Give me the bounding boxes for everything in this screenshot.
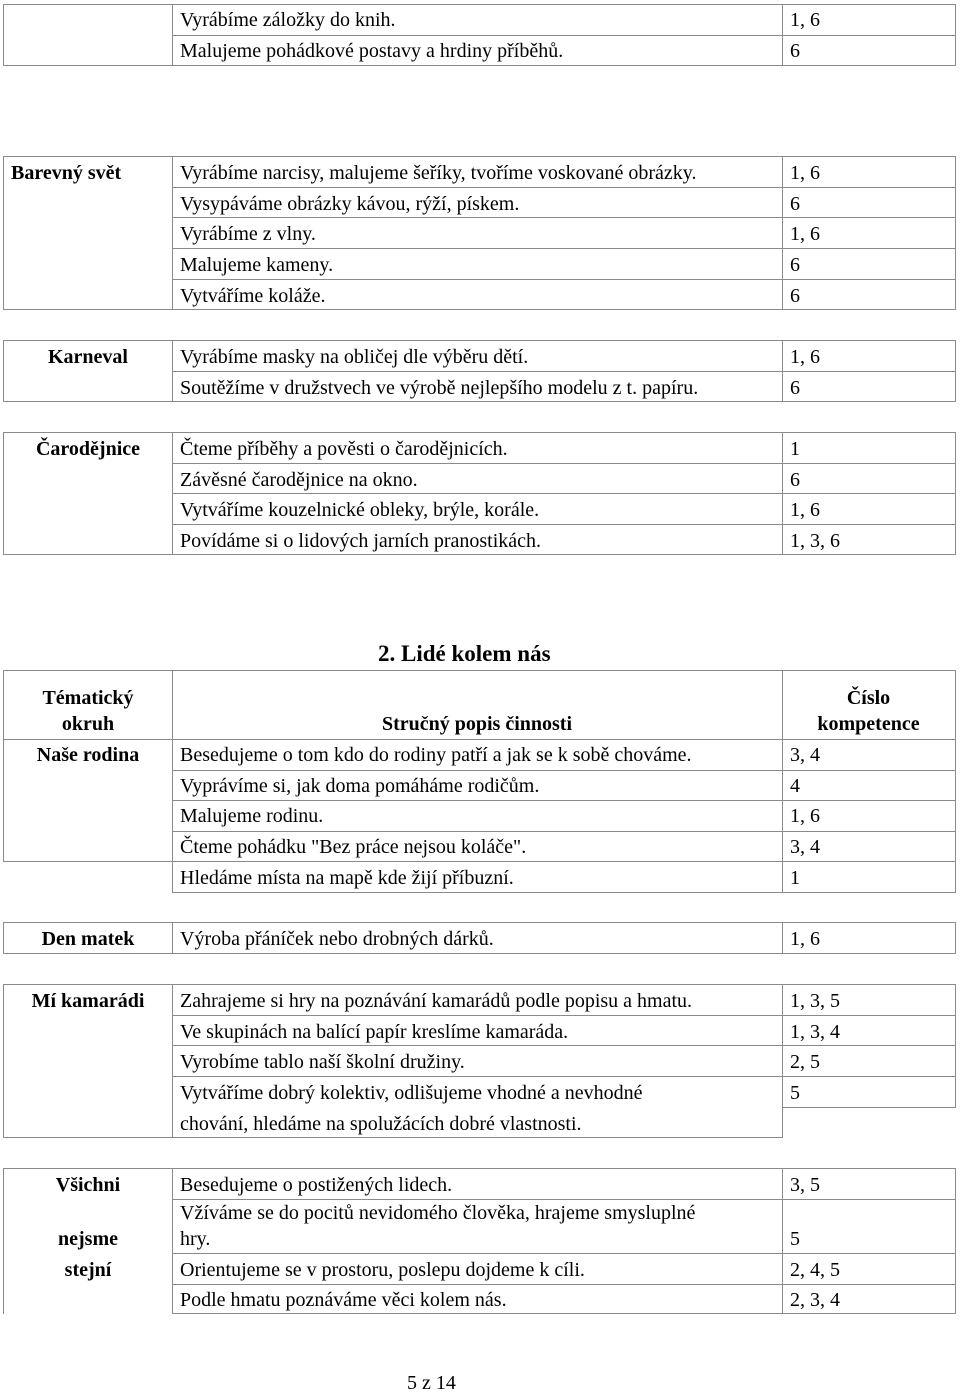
- column-header-topic: Tématický: [42, 687, 134, 709]
- competence-text: 4: [790, 775, 800, 797]
- table-border: [3, 861, 955, 862]
- table-border: [172, 187, 955, 188]
- topic-label: nejsme: [58, 1228, 118, 1250]
- table-border: [782, 739, 783, 893]
- activity-text: Zahrajeme si hry na poznávání kamarádů podle popisu a hmatu.: [180, 990, 693, 1012]
- table-border: [955, 4, 956, 66]
- table-border: [955, 156, 956, 310]
- competence-text: 6: [790, 285, 800, 307]
- activity-text: Malujeme kameny.: [180, 254, 334, 276]
- activity-text: Závěsné čarodějnice na okno.: [180, 469, 418, 491]
- table-border: [3, 922, 955, 923]
- table-border: [3, 432, 955, 433]
- topic-label: Naše rodina: [36, 744, 140, 766]
- competence-text: 6: [790, 469, 800, 491]
- table-border: [172, 1253, 955, 1254]
- competence-text: 3, 4: [790, 836, 820, 858]
- table-border: [172, 493, 955, 494]
- competence-text: 3, 4: [790, 744, 820, 766]
- topic-label: Čarodějnice: [35, 438, 141, 460]
- column-header-competence: Číslo: [846, 687, 891, 709]
- table-border: [3, 401, 955, 402]
- table-border: [955, 1168, 956, 1314]
- table-border: [172, 1199, 955, 1200]
- table-border: [782, 4, 783, 66]
- table-border: [172, 156, 173, 310]
- activity-text: Čteme příběhy a pověsti o čarodějnicích.: [180, 438, 508, 460]
- table-border: [955, 670, 956, 740]
- competence-text: 1: [790, 438, 800, 460]
- table-border: [172, 217, 955, 218]
- table-border: [3, 953, 955, 954]
- table-border: [3, 739, 955, 740]
- table-border: [172, 463, 955, 464]
- section-heading: 2. Lidé kolem nás: [378, 641, 551, 666]
- table-border: [3, 984, 955, 985]
- activity-text: Malujeme rodinu.: [180, 805, 324, 827]
- table-border: [955, 432, 956, 555]
- competence-text: 1, 6: [790, 928, 820, 950]
- table-border: [782, 156, 783, 310]
- activity-text: Vyrobíme tablo naší školní družiny.: [180, 1051, 465, 1073]
- topic-label: Všichni: [55, 1174, 121, 1196]
- activity-text: Hledáme místa na mapě kde žijí příbuzní.: [180, 867, 514, 889]
- table-border: [782, 1168, 783, 1314]
- table-border: [3, 156, 955, 157]
- table-border: [172, 248, 955, 249]
- activity-text: chování, hledáme na spolužácích dobré vlastnosti.: [180, 1113, 582, 1135]
- table-border: [782, 432, 783, 555]
- competence-text: 1, 3, 5: [790, 990, 840, 1012]
- activity-text: Vyrábíme narcisy, malujeme šeříky, tvoříme voskované obrázky.: [180, 162, 697, 184]
- competence-text: 1, 6: [790, 805, 820, 827]
- topic-label: Den matek: [41, 928, 135, 950]
- competence-text: 1, 6: [790, 9, 820, 31]
- competence-text: 2, 5: [790, 1051, 820, 1073]
- activity-text: Vytváříme kouzelnické obleky, brýle, korále.: [180, 499, 540, 521]
- table-border: [172, 524, 955, 525]
- activity-text: Čteme pohádku "Bez práce nejsou koláče".: [180, 836, 527, 858]
- table-border: [172, 1045, 955, 1046]
- table-border: [3, 340, 955, 341]
- competence-text: 3, 5: [790, 1174, 820, 1196]
- activity-text: Povídáme si o lidových jarních pranostikách.: [180, 530, 542, 552]
- competence-text: 1, 6: [790, 162, 820, 184]
- table-border: [172, 800, 955, 801]
- table-border: [782, 922, 783, 954]
- table-border: [3, 670, 955, 671]
- activity-text: hry.: [180, 1228, 211, 1250]
- page-number: 5 z 14: [407, 1372, 456, 1394]
- activity-text: Vyrábíme masky na obličej dle výběru dětí.: [180, 346, 529, 368]
- table-border: [172, 831, 955, 832]
- activity-text: Malujeme pohádkové postavy a hrdiny příběhů.: [180, 40, 564, 62]
- competence-text: 1, 3, 6: [790, 530, 840, 552]
- topic-label: Barevný svět: [11, 162, 122, 184]
- table-border: [172, 1284, 955, 1285]
- competence-text: 1, 6: [790, 223, 820, 245]
- table-border: [172, 35, 955, 36]
- activity-text: Vysypáváme obrázky kávou, rýží, pískem.: [180, 193, 520, 215]
- activity-text: Besedujeme o tom kdo do rodiny patří a jak se k sobě chováme.: [180, 744, 692, 766]
- activity-text: Vžíváme se do pocitů nevidomého člověka, hrajeme smysluplné: [180, 1202, 696, 1224]
- table-border: [3, 4, 955, 5]
- table-border: [3, 4, 4, 66]
- table-border: [3, 309, 955, 310]
- activity-text: Soutěžíme v družstvech ve výrobě nejlepšího modelu z t. papíru.: [180, 377, 699, 399]
- competence-text: 5: [790, 1228, 800, 1250]
- competence-text: 6: [790, 193, 800, 215]
- activity-text: Ve skupinách na balící papír kreslíme kamaráda.: [180, 1021, 569, 1043]
- table-border: [3, 156, 4, 310]
- table-border: [172, 4, 173, 66]
- table-border: [172, 371, 955, 372]
- competence-text: 6: [790, 40, 800, 62]
- column-header-competence: kompetence: [817, 713, 920, 735]
- table-border: [172, 1313, 955, 1314]
- activity-text: Besedujeme o postižených lidech.: [180, 1174, 453, 1196]
- activity-text: Vyrábíme z vlny.: [180, 223, 316, 245]
- competence-text: 2, 4, 5: [790, 1259, 840, 1281]
- topic-label: Karneval: [48, 346, 128, 368]
- table-border: [172, 1015, 955, 1016]
- table-border: [955, 340, 956, 402]
- table-border: [955, 739, 956, 893]
- competence-text: 1, 6: [790, 346, 820, 368]
- table-border: [955, 984, 956, 1108]
- activity-text: Výroba přáníček nebo drobných dárků.: [180, 928, 494, 950]
- competence-text: 1, 6: [790, 499, 820, 521]
- table-border: [3, 65, 955, 66]
- topic-label: Mí kamarádi: [31, 990, 145, 1012]
- table-border: [782, 1107, 955, 1108]
- activity-text: Vyprávíme si, jak doma pomáháme rodičům.: [180, 775, 540, 797]
- activity-text: Podle hmatu poznáváme věci kolem nás.: [180, 1289, 507, 1311]
- table-border: [3, 1137, 783, 1138]
- activity-text: Vytváříme dobrý kolektiv, odlišujeme vhodné a nevhodné: [180, 1082, 643, 1104]
- table-border: [172, 279, 955, 280]
- activity-text: Vyrábíme záložky do knih.: [180, 9, 396, 31]
- competence-text: 5: [790, 1082, 800, 1104]
- table-border: [3, 554, 955, 555]
- table-border: [172, 892, 955, 893]
- competence-text: 2, 3, 4: [790, 1289, 840, 1311]
- column-header-topic: okruh: [61, 713, 115, 735]
- activity-text: Orientujeme se v prostoru, poslepu dojdeme k cíli.: [180, 1259, 585, 1281]
- activity-text: Vytváříme koláže.: [180, 285, 326, 307]
- competence-text: 6: [790, 254, 800, 276]
- column-header-description: Stručný popis činnosti: [381, 713, 573, 735]
- table-border: [172, 770, 955, 771]
- table-border: [955, 922, 956, 954]
- topic-label: stejní: [64, 1259, 112, 1281]
- table-border: [3, 1168, 955, 1169]
- table-border: [172, 1076, 955, 1077]
- table-border: [782, 984, 783, 1138]
- competence-text: 6: [790, 377, 800, 399]
- competence-text: 1, 3, 4: [790, 1021, 840, 1043]
- table-border: [782, 340, 783, 402]
- competence-text: 1: [790, 867, 800, 889]
